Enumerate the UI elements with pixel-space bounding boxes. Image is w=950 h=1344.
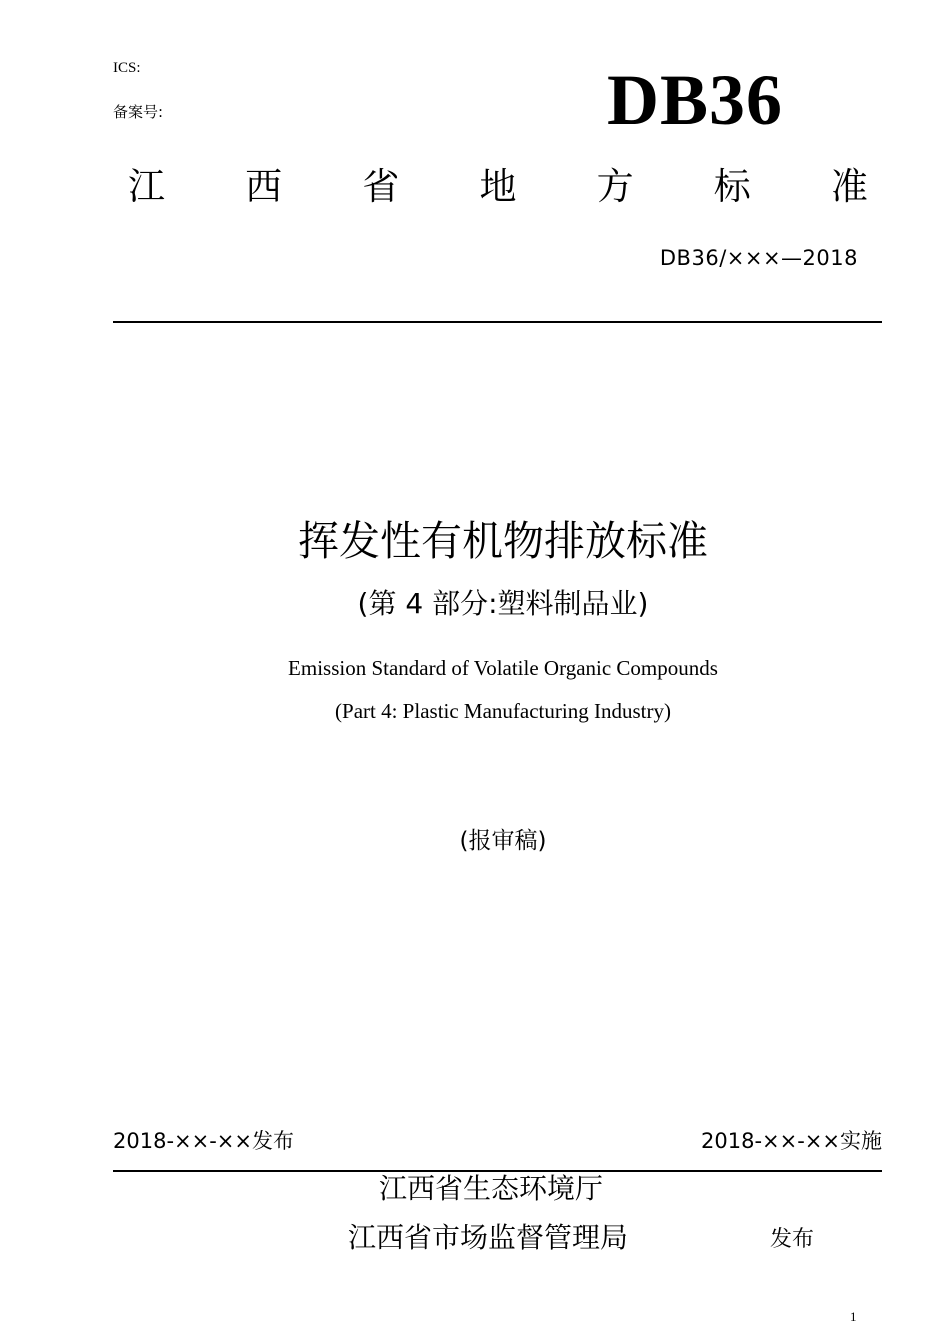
title-chinese: 挥发性有机物排放标准 <box>298 517 708 565</box>
title-english: Emission Standard of Volatile Organic Compounds <box>288 656 718 680</box>
issue-label: 发布 <box>770 1227 815 1252</box>
publish-date: 2018-××-××发布 <box>113 1129 294 1153</box>
issuer-ecology-environment-department: 江西省生态环境厅 <box>379 1172 604 1205</box>
standard-type-char: 西 <box>245 165 283 208</box>
standard-type-char: 地 <box>479 165 517 208</box>
standard-type-char: 标 <box>713 165 751 208</box>
standard-type-char: 省 <box>362 165 400 208</box>
ics-label: ICS: <box>113 60 141 76</box>
page-number: 1 <box>850 1309 857 1324</box>
subtitle-chinese: (第 4 部分:塑料制品业) <box>357 587 649 620</box>
subtitle-english: (Part 4: Plastic Manufacturing Industry) <box>335 699 671 723</box>
effective-date: 2018-××-××实施 <box>701 1129 882 1153</box>
top-divider <box>113 321 882 323</box>
standard-type-char: 准 <box>830 165 868 208</box>
draft-status: (报审稿) <box>459 828 547 854</box>
standard-type-char: 江 <box>128 165 165 208</box>
issuer-market-supervision-bureau: 江西省市场监督管理局 <box>348 1221 629 1254</box>
standard-number: DB36/×××—2018 <box>659 246 858 270</box>
standard-code: DB36 <box>607 60 784 140</box>
standard-type-char: 方 <box>596 165 634 208</box>
record-number-label: 备案号: <box>113 103 164 121</box>
standard-type-heading <box>128 165 868 208</box>
